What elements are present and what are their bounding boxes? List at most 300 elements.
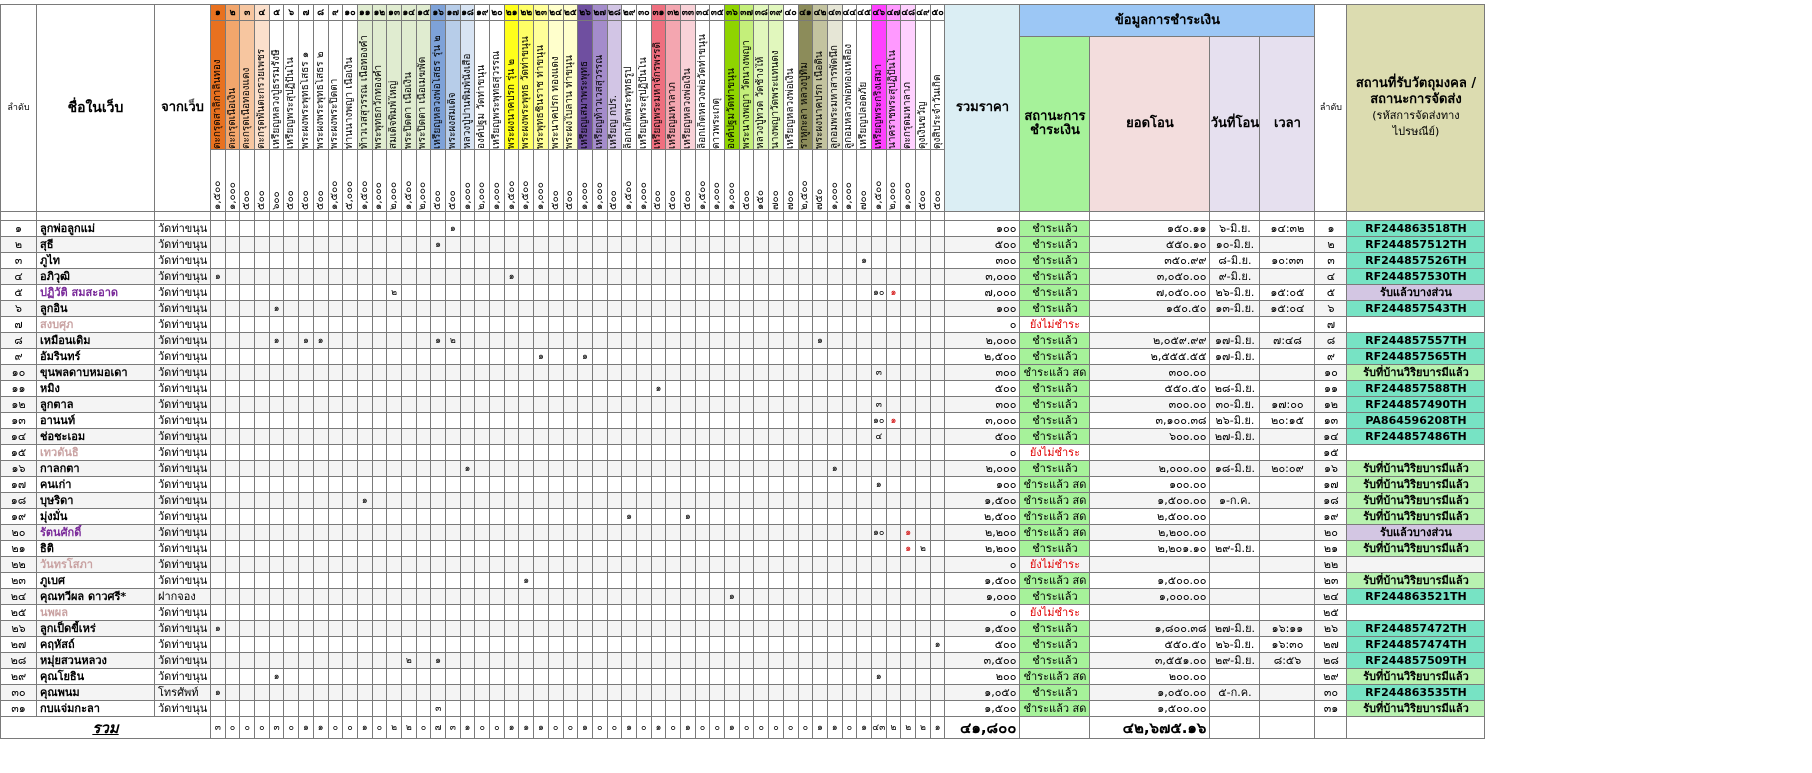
qty-cell[interactable] (636, 637, 651, 653)
qty-cell[interactable] (534, 621, 549, 637)
qty-cell[interactable] (240, 541, 255, 557)
table-row[interactable] (1, 525, 1485, 541)
qty-cell[interactable] (592, 301, 607, 317)
qty-cell[interactable] (842, 573, 857, 589)
qty-cell[interactable] (578, 653, 593, 669)
qty-cell[interactable] (857, 669, 872, 685)
qty-cell[interactable] (901, 237, 916, 253)
qty-cell[interactable] (916, 237, 931, 253)
qty-cell[interactable] (328, 493, 343, 509)
qty-cell[interactable] (783, 413, 798, 429)
qty-cell[interactable] (284, 509, 299, 525)
qty-cell[interactable] (519, 509, 534, 525)
qty-cell[interactable] (636, 253, 651, 269)
qty-cell[interactable] (211, 525, 226, 541)
qty-cell[interactable] (622, 349, 637, 365)
table-row[interactable] (1, 381, 1485, 397)
qty-cell[interactable] (401, 461, 416, 477)
qty-cell[interactable] (798, 653, 813, 669)
qty-cell[interactable] (504, 669, 519, 685)
qty-cell[interactable] (769, 605, 784, 621)
qty-cell[interactable] (387, 445, 402, 461)
qty-cell[interactable] (798, 413, 813, 429)
qty-cell[interactable] (255, 525, 270, 541)
qty-cell[interactable] (504, 365, 519, 381)
qty-cell[interactable] (813, 253, 828, 269)
qty-cell[interactable] (607, 589, 622, 605)
table-row[interactable] (1, 493, 1485, 509)
row-name[interactable]: ขุนพลดาบหมอเดา (37, 365, 155, 381)
qty-cell[interactable] (240, 237, 255, 253)
row-status[interactable]: ยังไม่ชำระ (1020, 317, 1090, 333)
qty-cell[interactable] (519, 317, 534, 333)
qty-cell[interactable] (857, 589, 872, 605)
qty-cell[interactable] (475, 605, 490, 621)
qty-cell[interactable] (754, 381, 769, 397)
qty-cell[interactable] (343, 365, 358, 381)
qty-cell[interactable] (842, 701, 857, 717)
qty-cell[interactable] (798, 605, 813, 621)
qty-cell[interactable] (739, 477, 754, 493)
qty-cell[interactable] (710, 397, 725, 413)
qty-cell[interactable] (490, 397, 505, 413)
qty-cell[interactable] (681, 621, 696, 637)
qty-cell[interactable] (666, 221, 681, 237)
qty-cell[interactable] (827, 333, 842, 349)
qty-cell[interactable] (901, 477, 916, 493)
qty-cell[interactable] (401, 429, 416, 445)
qty-cell[interactable] (578, 397, 593, 413)
qty-cell[interactable] (739, 301, 754, 317)
qty-cell[interactable] (255, 605, 270, 621)
qty-cell[interactable] (225, 413, 240, 429)
qty-cell[interactable] (651, 349, 666, 365)
qty-cell[interactable] (534, 573, 549, 589)
qty-cell[interactable] (636, 509, 651, 525)
qty-cell[interactable] (504, 253, 519, 269)
qty-cell[interactable] (842, 589, 857, 605)
qty-cell[interactable]: ๑ (886, 413, 901, 429)
qty-cell[interactable] (563, 477, 578, 493)
qty-cell[interactable] (695, 349, 710, 365)
qty-cell[interactable] (225, 573, 240, 589)
qty-cell[interactable] (695, 573, 710, 589)
qty-cell[interactable] (343, 621, 358, 637)
qty-cell[interactable] (548, 621, 563, 637)
row-status[interactable]: ชำระแล้ว (1020, 653, 1090, 669)
qty-cell[interactable] (534, 653, 549, 669)
qty-cell[interactable] (401, 253, 416, 269)
qty-cell[interactable] (548, 349, 563, 365)
qty-cell[interactable] (240, 669, 255, 685)
qty-cell[interactable] (651, 253, 666, 269)
qty-cell[interactable] (681, 701, 696, 717)
qty-cell[interactable] (666, 669, 681, 685)
qty-cell[interactable] (534, 701, 549, 717)
qty-cell[interactable] (460, 349, 475, 365)
qty-cell[interactable] (666, 541, 681, 557)
qty-cell[interactable] (622, 637, 637, 653)
qty-cell[interactable] (769, 413, 784, 429)
qty-cell[interactable]: ๑๐ (871, 285, 886, 301)
qty-cell[interactable] (783, 541, 798, 557)
qty-cell[interactable] (695, 253, 710, 269)
qty-cell[interactable] (798, 669, 813, 685)
qty-cell[interactable] (842, 637, 857, 653)
qty-cell[interactable] (343, 493, 358, 509)
qty-cell[interactable] (328, 413, 343, 429)
row-name[interactable]: ช่อชะเอม (37, 429, 155, 445)
qty-cell[interactable] (372, 237, 387, 253)
qty-cell[interactable] (681, 477, 696, 493)
qty-cell[interactable] (622, 477, 637, 493)
qty-cell[interactable] (490, 461, 505, 477)
qty-cell[interactable] (578, 509, 593, 525)
qty-cell[interactable] (710, 669, 725, 685)
qty-cell[interactable] (725, 253, 740, 269)
qty-cell[interactable] (328, 237, 343, 253)
qty-cell[interactable] (401, 445, 416, 461)
row-delivery[interactable]: RF244857565TH (1347, 349, 1485, 365)
qty-cell[interactable] (240, 637, 255, 653)
qty-cell[interactable] (651, 493, 666, 509)
qty-cell[interactable] (930, 493, 945, 509)
qty-cell[interactable] (827, 541, 842, 557)
qty-cell[interactable] (754, 285, 769, 301)
qty-cell[interactable] (534, 557, 549, 573)
qty-cell[interactable] (827, 397, 842, 413)
qty-cell[interactable] (401, 285, 416, 301)
qty-cell[interactable] (769, 637, 784, 653)
table-row[interactable] (1, 317, 1485, 333)
qty-cell[interactable] (725, 557, 740, 573)
qty-cell[interactable] (769, 317, 784, 333)
qty-cell[interactable] (901, 429, 916, 445)
qty-cell[interactable] (666, 429, 681, 445)
qty-cell[interactable] (313, 685, 328, 701)
qty-cell[interactable] (357, 509, 372, 525)
qty-cell[interactable] (343, 637, 358, 653)
qty-cell[interactable] (490, 685, 505, 701)
qty-cell[interactable] (416, 621, 431, 637)
qty-cell[interactable] (299, 253, 314, 269)
qty-cell[interactable] (387, 301, 402, 317)
qty-cell[interactable] (548, 381, 563, 397)
qty-cell[interactable] (401, 621, 416, 637)
qty-cell[interactable] (739, 221, 754, 237)
qty-cell[interactable] (798, 685, 813, 701)
qty-cell[interactable] (284, 525, 299, 541)
row-delivery[interactable] (1347, 557, 1485, 573)
qty-cell[interactable] (710, 413, 725, 429)
qty-cell[interactable] (460, 413, 475, 429)
qty-cell[interactable] (504, 429, 519, 445)
qty-cell[interactable] (460, 573, 475, 589)
qty-cell[interactable] (387, 333, 402, 349)
qty-cell[interactable] (416, 397, 431, 413)
qty-cell[interactable] (813, 509, 828, 525)
qty-cell[interactable] (460, 557, 475, 573)
qty-cell[interactable] (695, 221, 710, 237)
qty-cell[interactable] (431, 637, 446, 653)
qty-cell[interactable] (240, 557, 255, 573)
qty-cell[interactable] (857, 445, 872, 461)
qty-cell[interactable] (548, 477, 563, 493)
qty-cell[interactable] (401, 509, 416, 525)
qty-cell[interactable] (857, 653, 872, 669)
qty-cell[interactable] (739, 253, 754, 269)
qty-cell[interactable] (930, 349, 945, 365)
qty-cell[interactable] (916, 445, 931, 461)
qty-cell[interactable] (534, 589, 549, 605)
qty-cell[interactable] (357, 413, 372, 429)
qty-cell[interactable] (548, 429, 563, 445)
qty-cell[interactable] (930, 333, 945, 349)
qty-cell[interactable] (842, 253, 857, 269)
qty-cell[interactable] (578, 669, 593, 685)
row-delivery[interactable]: RF244857486TH (1347, 429, 1485, 445)
qty-cell[interactable] (827, 381, 842, 397)
qty-cell[interactable] (651, 589, 666, 605)
row-name[interactable]: คฤหัสถ์ (37, 637, 155, 653)
qty-cell[interactable] (916, 381, 931, 397)
qty-cell[interactable] (240, 685, 255, 701)
qty-cell[interactable] (871, 685, 886, 701)
qty-cell[interactable] (710, 221, 725, 237)
row-status[interactable]: ชำระแล้ว (1020, 349, 1090, 365)
qty-cell[interactable] (666, 461, 681, 477)
qty-cell[interactable] (299, 637, 314, 653)
qty-cell[interactable] (460, 237, 475, 253)
qty-cell[interactable] (636, 573, 651, 589)
qty-cell[interactable] (563, 621, 578, 637)
qty-cell[interactable] (328, 525, 343, 541)
qty-cell[interactable] (446, 669, 461, 685)
qty-cell[interactable] (563, 605, 578, 621)
qty-cell[interactable] (754, 493, 769, 509)
qty-cell[interactable] (387, 413, 402, 429)
qty-cell[interactable] (313, 253, 328, 269)
row-status[interactable]: ชำระแล้ว (1020, 381, 1090, 397)
qty-cell[interactable] (813, 557, 828, 573)
qty-cell[interactable] (798, 445, 813, 461)
qty-cell[interactable] (578, 221, 593, 237)
qty-cell[interactable] (416, 605, 431, 621)
qty-cell[interactable] (255, 637, 270, 653)
qty-cell[interactable] (754, 221, 769, 237)
qty-cell[interactable] (548, 557, 563, 573)
row-status[interactable]: ชำระแล้ว (1020, 253, 1090, 269)
qty-cell[interactable] (269, 317, 284, 333)
qty-cell[interactable] (739, 413, 754, 429)
qty-cell[interactable] (666, 349, 681, 365)
qty-cell[interactable] (578, 701, 593, 717)
qty-cell[interactable] (299, 301, 314, 317)
qty-cell[interactable] (357, 525, 372, 541)
qty-cell[interactable] (240, 429, 255, 445)
qty-cell[interactable] (901, 589, 916, 605)
qty-cell[interactable] (534, 301, 549, 317)
qty-cell[interactable] (886, 253, 901, 269)
qty-cell[interactable] (857, 381, 872, 397)
qty-cell[interactable] (930, 605, 945, 621)
qty-cell[interactable] (930, 653, 945, 669)
qty-cell[interactable] (827, 605, 842, 621)
qty-cell[interactable] (666, 237, 681, 253)
qty-cell[interactable] (916, 621, 931, 637)
qty-cell[interactable] (255, 397, 270, 413)
qty-cell[interactable] (504, 701, 519, 717)
qty-cell[interactable] (592, 349, 607, 365)
qty-cell[interactable] (387, 621, 402, 637)
qty-cell[interactable] (431, 365, 446, 381)
qty-cell[interactable] (695, 445, 710, 461)
qty-cell[interactable] (343, 669, 358, 685)
qty-cell[interactable] (225, 685, 240, 701)
qty-cell[interactable] (284, 701, 299, 717)
qty-cell[interactable] (607, 509, 622, 525)
qty-cell[interactable] (490, 621, 505, 637)
qty-cell[interactable] (519, 381, 534, 397)
qty-cell[interactable] (607, 397, 622, 413)
qty-cell[interactable] (401, 381, 416, 397)
qty-cell[interactable] (372, 317, 387, 333)
qty-cell[interactable] (636, 685, 651, 701)
qty-cell[interactable] (636, 701, 651, 717)
qty-cell[interactable] (739, 589, 754, 605)
qty-cell[interactable] (490, 221, 505, 237)
qty-cell[interactable] (211, 605, 226, 621)
qty-cell[interactable] (269, 445, 284, 461)
qty-cell[interactable] (769, 525, 784, 541)
qty-cell[interactable] (504, 589, 519, 605)
qty-cell[interactable] (548, 541, 563, 557)
qty-cell[interactable] (284, 365, 299, 381)
qty-cell[interactable] (739, 397, 754, 413)
qty-cell[interactable] (827, 525, 842, 541)
qty-cell[interactable] (255, 509, 270, 525)
qty-cell[interactable] (299, 573, 314, 589)
row-delivery[interactable]: รับที่บ้านวิริยบารมีแล้ว (1347, 365, 1485, 381)
qty-cell[interactable] (578, 365, 593, 381)
qty-cell[interactable] (372, 301, 387, 317)
qty-cell[interactable] (299, 541, 314, 557)
qty-cell[interactable] (416, 285, 431, 301)
qty-cell[interactable] (813, 237, 828, 253)
table-row[interactable] (1, 621, 1485, 637)
qty-cell[interactable] (886, 493, 901, 509)
qty-cell[interactable] (666, 621, 681, 637)
qty-cell[interactable] (607, 685, 622, 701)
qty-cell[interactable] (269, 621, 284, 637)
qty-cell[interactable] (886, 221, 901, 237)
qty-cell[interactable] (871, 509, 886, 525)
qty-cell[interactable] (695, 589, 710, 605)
qty-cell[interactable] (401, 493, 416, 509)
row-name[interactable]: หมิง (37, 381, 155, 397)
qty-cell[interactable] (563, 365, 578, 381)
qty-cell[interactable] (783, 557, 798, 573)
qty-cell[interactable] (357, 573, 372, 589)
qty-cell[interactable] (446, 541, 461, 557)
qty-cell[interactable] (769, 493, 784, 509)
qty-cell[interactable] (269, 701, 284, 717)
qty-cell[interactable] (548, 525, 563, 541)
qty-cell[interactable] (269, 237, 284, 253)
qty-cell[interactable] (783, 381, 798, 397)
qty-cell[interactable] (431, 557, 446, 573)
qty-cell[interactable] (431, 413, 446, 429)
table-row[interactable] (1, 301, 1485, 317)
qty-cell[interactable] (475, 525, 490, 541)
table-row[interactable] (1, 461, 1485, 477)
qty-cell[interactable] (871, 605, 886, 621)
qty-cell[interactable] (313, 557, 328, 573)
qty-cell[interactable] (240, 461, 255, 477)
qty-cell[interactable] (211, 461, 226, 477)
qty-cell[interactable] (886, 637, 901, 653)
qty-cell[interactable] (798, 285, 813, 301)
qty-cell[interactable] (225, 461, 240, 477)
qty-cell[interactable] (739, 333, 754, 349)
qty-cell[interactable] (519, 557, 534, 573)
qty-cell[interactable] (930, 557, 945, 573)
qty-cell[interactable] (328, 685, 343, 701)
qty-cell[interactable] (372, 381, 387, 397)
qty-cell[interactable] (636, 541, 651, 557)
qty-cell[interactable] (269, 429, 284, 445)
qty-cell[interactable] (284, 557, 299, 573)
qty-cell[interactable] (666, 573, 681, 589)
qty-cell[interactable] (636, 669, 651, 685)
qty-cell[interactable] (343, 301, 358, 317)
qty-cell[interactable] (651, 669, 666, 685)
qty-cell[interactable] (255, 541, 270, 557)
qty-cell[interactable] (725, 269, 740, 285)
qty-cell[interactable] (284, 301, 299, 317)
qty-cell[interactable] (313, 541, 328, 557)
qty-cell[interactable] (401, 637, 416, 653)
row-delivery[interactable]: RF244857474TH (1347, 637, 1485, 653)
qty-cell[interactable] (842, 605, 857, 621)
qty-cell[interactable] (372, 589, 387, 605)
qty-cell[interactable] (710, 573, 725, 589)
qty-cell[interactable] (460, 269, 475, 285)
row-name[interactable]: กาลกตา (37, 461, 155, 477)
qty-cell[interactable] (225, 333, 240, 349)
qty-cell[interactable] (651, 413, 666, 429)
row-delivery[interactable] (1347, 317, 1485, 333)
qty-cell[interactable] (299, 285, 314, 301)
qty-cell[interactable] (284, 477, 299, 493)
qty-cell[interactable] (622, 269, 637, 285)
qty-cell[interactable] (475, 365, 490, 381)
qty-cell[interactable]: ๑ (431, 333, 446, 349)
qty-cell[interactable] (871, 301, 886, 317)
qty-cell[interactable] (563, 253, 578, 269)
qty-cell[interactable] (666, 365, 681, 381)
qty-cell[interactable] (387, 525, 402, 541)
qty-cell[interactable] (343, 589, 358, 605)
qty-cell[interactable] (460, 221, 475, 237)
qty-cell[interactable] (401, 525, 416, 541)
qty-cell[interactable] (519, 637, 534, 653)
qty-cell[interactable] (827, 285, 842, 301)
qty-cell[interactable] (343, 477, 358, 493)
qty-cell[interactable] (901, 333, 916, 349)
qty-cell[interactable] (225, 253, 240, 269)
qty-cell[interactable] (372, 493, 387, 509)
